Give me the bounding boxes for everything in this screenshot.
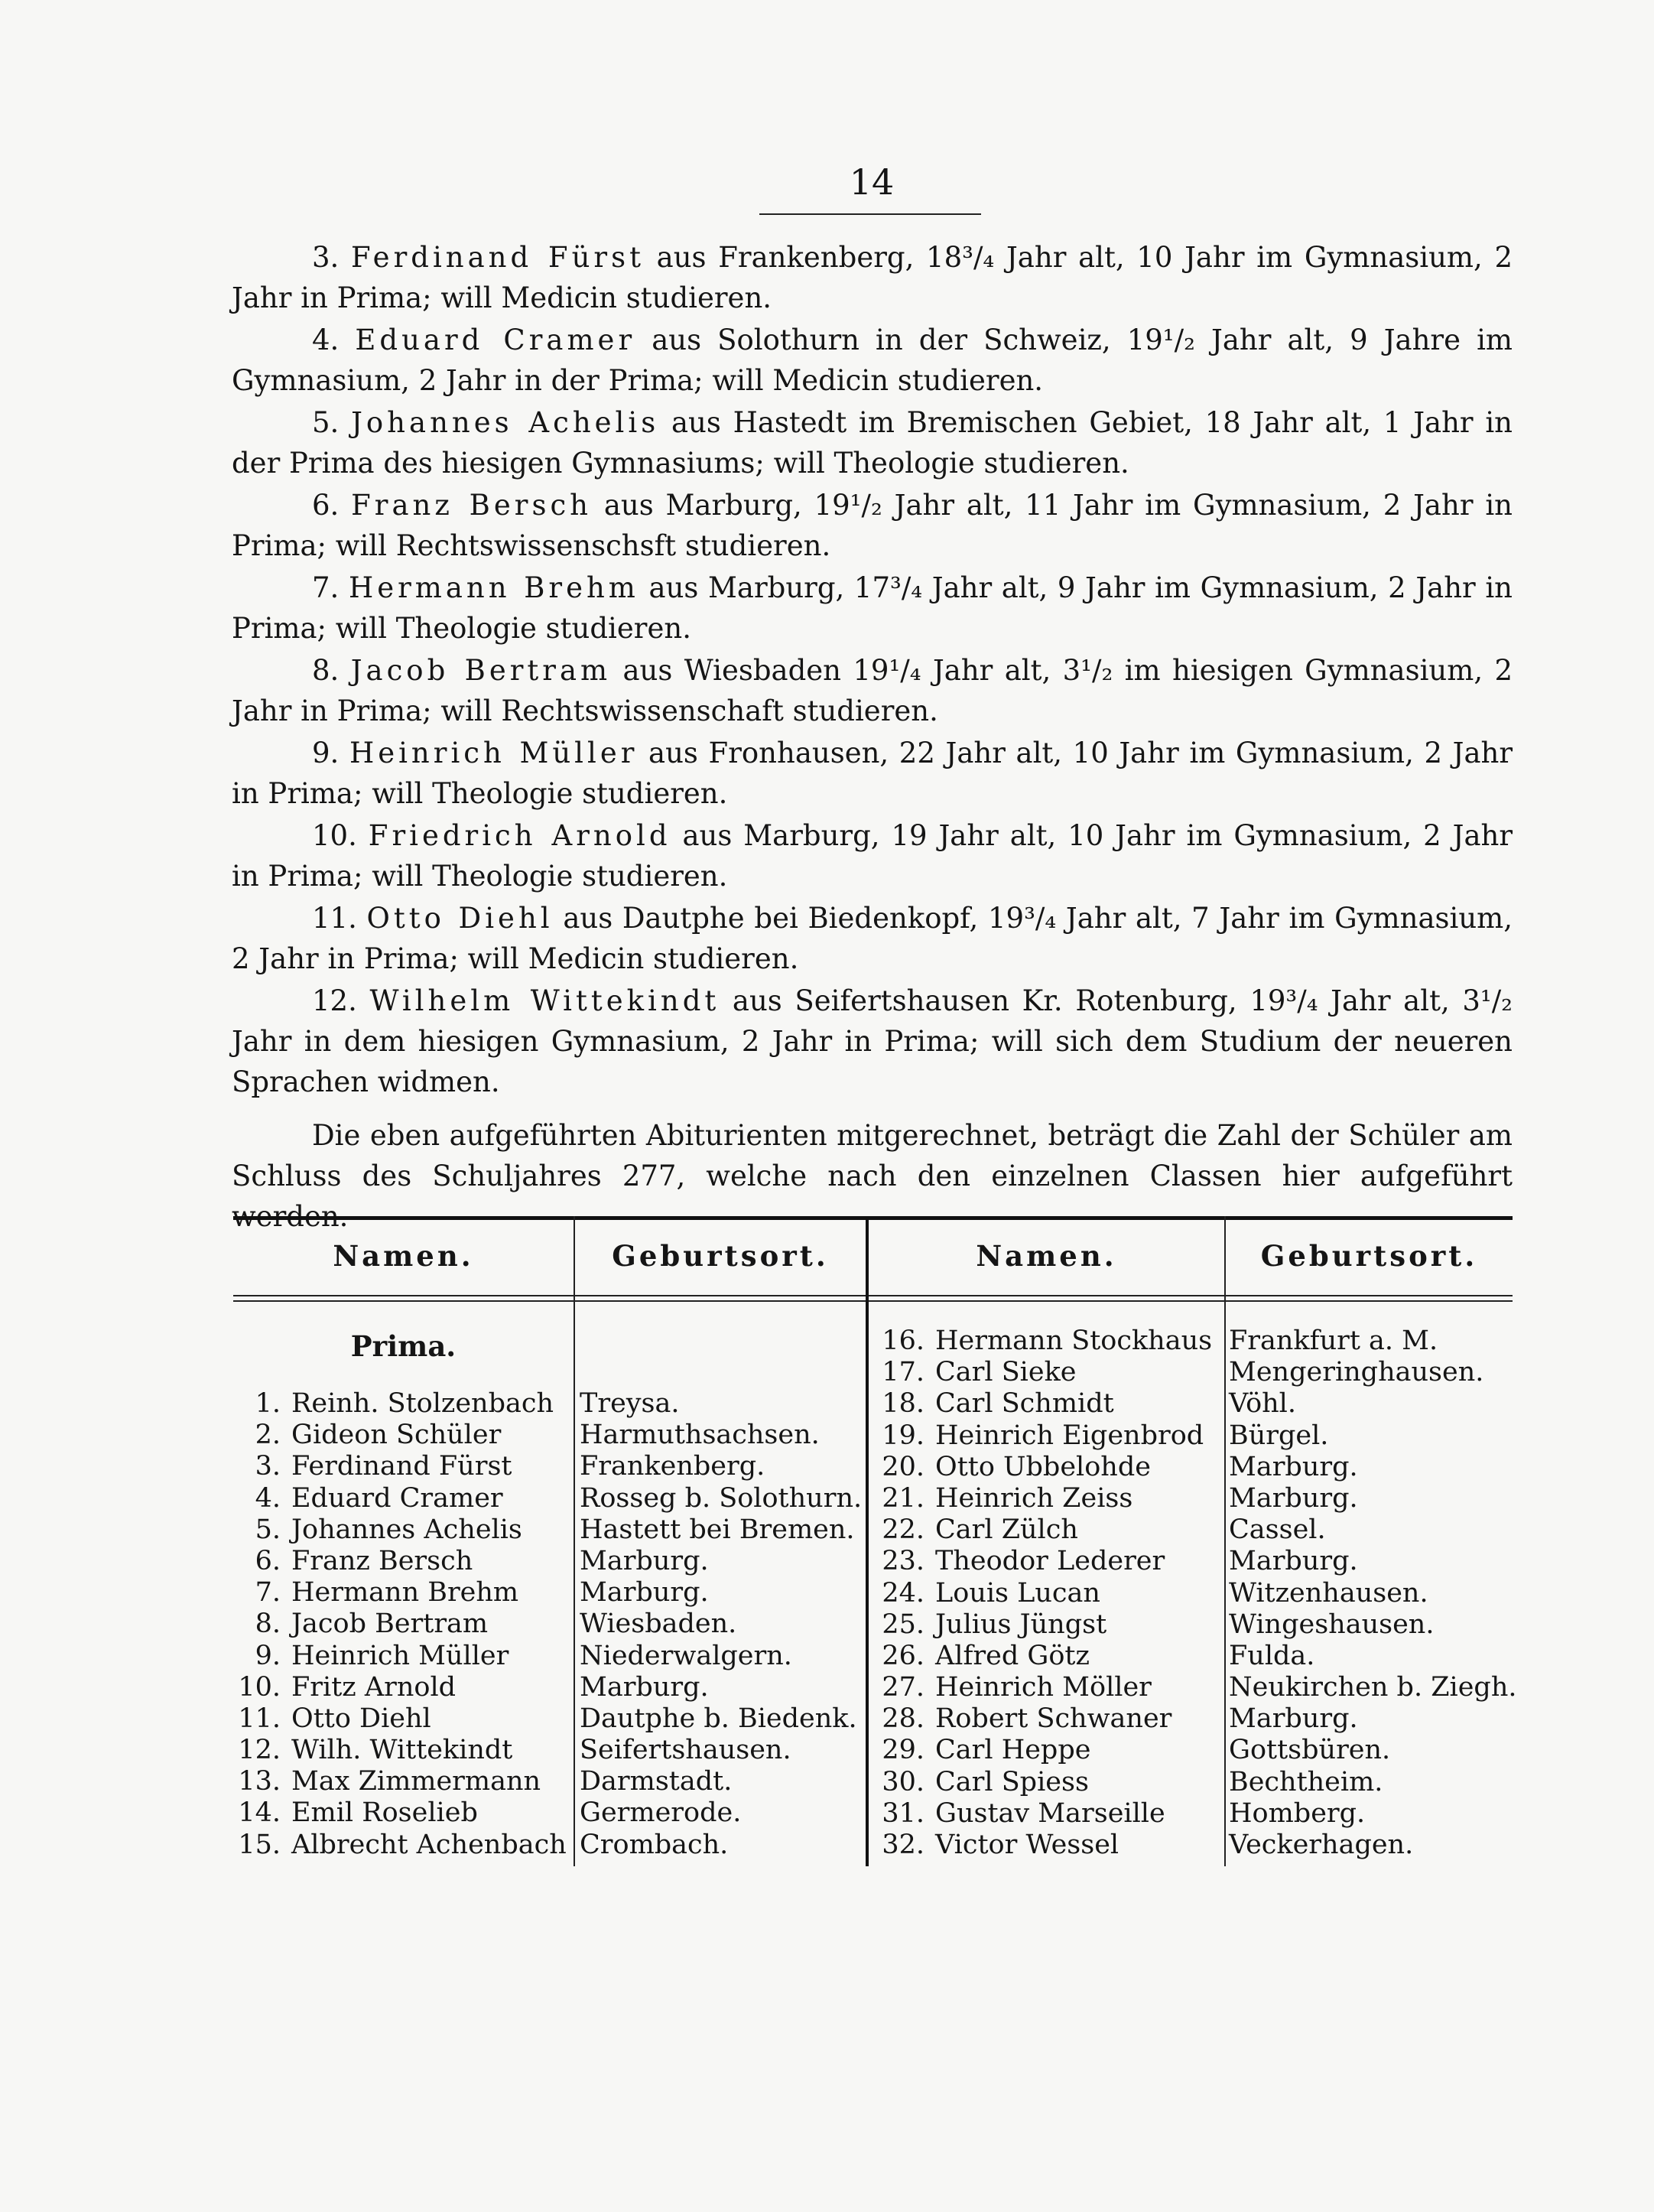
- birthplace-cell: Neukirchen b. Ziegh.: [1229, 1672, 1517, 1703]
- row-number: 3.: [255, 1451, 281, 1482]
- student-name: Carl Schmidt: [935, 1388, 1114, 1420]
- entry-student-name: Eduard Cramer: [355, 324, 636, 356]
- table-row: [869, 1830, 1212, 1861]
- student-name: Reinh. Stolzenbach: [291, 1388, 554, 1419]
- student-name: Johannes Achelis: [291, 1514, 522, 1545]
- student-name: Eduard Cramer: [291, 1482, 503, 1514]
- left-names-column: [226, 1388, 567, 1861]
- entry-student-name: Friedrich Arnold: [368, 819, 671, 852]
- row-number: 2.: [255, 1420, 281, 1451]
- table-row: [226, 1641, 567, 1672]
- student-name: Gustav Marseille: [935, 1797, 1165, 1829]
- row-number: 28.: [882, 1703, 924, 1735]
- row-number: 6.: [255, 1545, 281, 1576]
- graduate-entry: [232, 237, 1513, 318]
- birthplace-cell: Marburg.: [580, 1671, 709, 1703]
- student-name: Hermann Stockhaus: [935, 1326, 1213, 1356]
- column-divider-center: [866, 1216, 869, 1866]
- entry-text: aus Dautphe bei Biedenkopf, 19³/₄ Jahr alt, 7 Jahr im Gymnasium, 2 Jahr in Prima; will Medicin studieren.: [232, 902, 1513, 975]
- entry-number: 10.: [312, 819, 357, 852]
- table-row: [226, 1483, 567, 1514]
- table-row: [226, 1388, 567, 1420]
- table-row: [226, 1766, 567, 1797]
- table-row: [226, 1609, 567, 1640]
- row-number: 31.: [882, 1797, 924, 1829]
- row-number: 15.: [238, 1829, 281, 1860]
- student-name: Louis Lucan: [935, 1577, 1100, 1609]
- row-number: 25.: [882, 1609, 924, 1640]
- table-row: [226, 1546, 567, 1577]
- header-rule-1: [233, 1295, 1513, 1296]
- row-number: 5.: [255, 1514, 281, 1545]
- entry-text: aus Marburg, 19¹/₂ Jahr alt, 11 Jahr im Gymnasium, 2 Jahr in Prima; will Rechtswissenschsft studieren.: [232, 489, 1513, 562]
- birthplace-cell: Hastett bei Bremen.: [580, 1514, 855, 1545]
- birthplace-cell: Marburg.: [1229, 1451, 1358, 1482]
- birthplace-cell: Mengeringhausen.: [1229, 1357, 1484, 1388]
- table-row: [226, 1451, 567, 1482]
- birthplace-cell: Wingeshausen.: [1229, 1609, 1435, 1640]
- row-number: 8.: [255, 1609, 281, 1640]
- entry-student-name: Johannes Achelis: [351, 406, 660, 439]
- table-row: [226, 1797, 567, 1829]
- birthplace-cell: Marburg.: [580, 1577, 709, 1609]
- header-rule-2: [233, 1300, 1513, 1302]
- entry-text: aus Wiesbaden 19¹/₄ Jahr alt, 3¹/₂ im hiesigen Gymnasium, 2 Jahr in Prima; will Rechtswissenschaft studieren.: [232, 654, 1513, 727]
- birthplace-cell: Frankenberg.: [580, 1451, 765, 1482]
- entry-number: 9.: [312, 737, 340, 769]
- student-name: Albrecht Achenbach: [291, 1829, 567, 1860]
- row-number: 29.: [882, 1735, 924, 1766]
- entry-text: aus Seifertshausen Kr. Rotenburg, 19³/₄ Jahr alt, 3¹/₂ Jahr in dem hiesigen Gymnasium, 2 Jahr in Prima; will sich dem Studium der neueren Sprachen widmen.: [232, 984, 1513, 1098]
- graduate-entry: [232, 568, 1513, 649]
- student-name: Carl Zülch: [935, 1514, 1078, 1546]
- student-name: Otto Diehl: [291, 1703, 431, 1734]
- entry-number: 6.: [312, 489, 340, 522]
- birthplace-cell: Witzenhausen.: [1229, 1577, 1428, 1609]
- entry-text: aus Solothurn in der Schweiz, 19¹/₂ Jahr alt, 9 Jahre im Gymnasium, 2 Jahr in der Prima; will Medicin studieren.: [232, 324, 1513, 397]
- student-name: Otto Ubbelohde: [935, 1451, 1151, 1482]
- right-names-column: [869, 1326, 1212, 1861]
- birthplace-cell: Harmuthsachsen.: [580, 1420, 820, 1451]
- birthplace-cell: Cassel.: [1229, 1514, 1326, 1546]
- table-row: [869, 1483, 1212, 1514]
- table-row: [869, 1357, 1212, 1388]
- graduate-entry: [232, 733, 1513, 814]
- row-number: 19.: [882, 1420, 924, 1451]
- table-row: [226, 1830, 567, 1861]
- row-number: 26.: [882, 1640, 924, 1671]
- table-row: [869, 1703, 1212, 1735]
- entry-student-name: Hermann Brehm: [348, 571, 639, 604]
- entry-student-name: Otto Diehl: [366, 902, 554, 935]
- page-number-rule: [759, 213, 981, 215]
- row-number: 24.: [882, 1577, 924, 1609]
- entry-number: 8.: [312, 654, 340, 687]
- student-name: Heinrich Eigenbrod: [935, 1420, 1204, 1451]
- column-divider-1: [574, 1216, 575, 1866]
- birthplace-cell: Crombach.: [580, 1829, 729, 1860]
- student-name: Franz Bersch: [291, 1545, 473, 1576]
- graduate-entry: [232, 402, 1513, 483]
- birthplace-cell: Wiesbaden.: [580, 1609, 737, 1640]
- entry-text: aus Frankenberg, 18³/₄ Jahr alt, 10 Jahr im Gymnasium, 2 Jahr in Prima; will Medicin studieren.: [232, 241, 1513, 314]
- table-row: [869, 1798, 1212, 1830]
- entry-number: 7.: [312, 571, 340, 604]
- student-name: Wilh. Wittekindt: [291, 1735, 513, 1766]
- table-row: [869, 1420, 1212, 1452]
- row-number: 27.: [882, 1672, 924, 1703]
- birthplace-cell: Homberg.: [1229, 1797, 1366, 1829]
- birthplace-cell: Gottsbüren.: [1229, 1735, 1391, 1766]
- birthplace-cell: Veckerhagen.: [1229, 1830, 1414, 1860]
- birthplace-cell: Darmstadt.: [580, 1766, 733, 1797]
- entry-text: aus Fronhausen, 22 Jahr alt, 10 Jahr im Gymnasium, 2 Jahr in Prima; will Theologie studieren.: [232, 737, 1513, 810]
- row-number: 1.: [255, 1388, 281, 1419]
- student-name: Carl Heppe: [935, 1735, 1091, 1766]
- student-name: Gideon Schüler: [291, 1420, 502, 1451]
- table-row: [869, 1578, 1212, 1609]
- row-number: 22.: [882, 1514, 924, 1546]
- table-row: [869, 1672, 1212, 1703]
- entry-student-name: Jacob Bertram: [350, 654, 612, 687]
- student-name: Theodor Lederer: [935, 1546, 1165, 1577]
- row-number: 18.: [882, 1388, 924, 1420]
- student-name: Ferdinand Fürst: [291, 1451, 512, 1482]
- column-divider-3: [1224, 1216, 1226, 1866]
- student-name: Fritz Arnold: [291, 1671, 457, 1703]
- row-number: 4.: [255, 1482, 281, 1514]
- student-name: Hermann Brehm: [291, 1577, 519, 1609]
- entry-student-name: Wilhelm Wittekindt: [369, 984, 720, 1017]
- table-row: [869, 1546, 1212, 1577]
- student-name: Julius Jüngst: [935, 1609, 1107, 1640]
- entry-number: 12.: [312, 984, 357, 1017]
- header-birthplace-right: Geburtsort.: [1260, 1239, 1478, 1273]
- student-name: Robert Schwaner: [935, 1703, 1172, 1735]
- entry-text: aus Hastedt im Bremischen Gebiet, 18 Jahr alt, 1 Jahr in der Prima des hiesigen Gymnasiums; will Theologie studieren.: [232, 406, 1513, 480]
- row-number: 12.: [238, 1735, 281, 1766]
- graduate-entry: [232, 898, 1513, 979]
- row-number: 23.: [882, 1546, 924, 1577]
- row-number: 21.: [882, 1482, 924, 1514]
- graduate-entry: [232, 815, 1513, 896]
- birthplace-cell: Rosseg b. Solothurn.: [580, 1482, 863, 1514]
- student-name: Max Zimmermann: [291, 1766, 541, 1797]
- student-name: Heinrich Zeiss: [935, 1482, 1133, 1514]
- table-row: [226, 1514, 567, 1546]
- birthplace-cell: Bechtheim.: [1229, 1766, 1383, 1797]
- table-row: [869, 1609, 1212, 1641]
- right-birthplace-column: [1229, 1326, 1517, 1861]
- student-name: Victor Wessel: [935, 1830, 1119, 1860]
- entry-number: 11.: [312, 902, 357, 935]
- row-number: 32.: [882, 1830, 924, 1860]
- row-number: 11.: [238, 1703, 281, 1734]
- graduate-entry: [232, 981, 1513, 1102]
- birthplace-cell: Marburg.: [1229, 1482, 1358, 1514]
- row-number: 17.: [882, 1357, 924, 1388]
- header-names-left: Namen.: [333, 1239, 474, 1273]
- student-name: Emil Roselieb: [291, 1797, 478, 1829]
- birthplace-cell: Marburg.: [1229, 1546, 1358, 1577]
- birthplace-cell: Germerode.: [580, 1797, 742, 1829]
- entry-number: 5.: [312, 406, 340, 439]
- row-number: 9.: [255, 1640, 281, 1671]
- entry-student-name: Franz Bersch: [351, 489, 592, 522]
- table-top-rule: [233, 1216, 1513, 1220]
- row-number: 7.: [255, 1577, 281, 1609]
- birthplace-cell: Vöhl.: [1229, 1388, 1296, 1420]
- birthplace-cell: Treysa.: [580, 1388, 680, 1419]
- graduate-entry: [232, 485, 1513, 566]
- birthplace-cell: Marburg.: [580, 1545, 709, 1576]
- left-birthplace-column: [580, 1388, 862, 1861]
- entry-text: aus Marburg, 17³/₄ Jahr alt, 9 Jahr im Gymnasium, 2 Jahr in Prima; will Theologie studieren.: [232, 571, 1513, 645]
- header-birthplace-left: Geburtsort.: [612, 1239, 829, 1273]
- page-number: 14: [849, 161, 895, 203]
- graduate-entry: [232, 320, 1513, 401]
- table-row: [869, 1452, 1212, 1483]
- birthplace-cell: Fulda.: [1229, 1640, 1315, 1671]
- table-row: [226, 1577, 567, 1609]
- entry-student-name: Heinrich Müller: [349, 737, 639, 769]
- row-number: 16.: [882, 1326, 924, 1356]
- graduate-entry: [232, 650, 1513, 731]
- table-row: [869, 1388, 1212, 1420]
- student-name: Jacob Bertram: [291, 1609, 489, 1640]
- row-number: 10.: [238, 1671, 281, 1703]
- birthplace-cell: Bürgel.: [1229, 1420, 1329, 1451]
- table-row: [226, 1420, 567, 1451]
- table-row: [869, 1326, 1212, 1357]
- table-row: [869, 1767, 1212, 1798]
- table-row: [226, 1735, 567, 1766]
- table-row: [226, 1703, 567, 1735]
- student-name: Heinrich Müller: [291, 1640, 509, 1671]
- section-heading-prima: Prima.: [350, 1329, 457, 1363]
- student-name: Heinrich Möller: [935, 1672, 1152, 1703]
- summary-paragraph: Die eben aufgeführten Abiturienten mitgerechnet, beträgt die Zahl der Schüler am Schluss des Schuljahres 277, welche nach den einzelnen Classen hier aufgeführt werden.: [232, 1119, 1513, 1233]
- header-names-right: Namen.: [976, 1239, 1117, 1273]
- table-row: [226, 1672, 567, 1703]
- entry-text: aus Marburg, 19 Jahr alt, 10 Jahr im Gymnasium, 2 Jahr in Prima; will Theologie studieren.: [232, 819, 1513, 893]
- student-name: Carl Sieke: [935, 1357, 1077, 1388]
- row-number: 13.: [238, 1766, 281, 1797]
- birthplace-cell: Dautphe b. Biedenk.: [580, 1703, 857, 1734]
- entry-student-name: Ferdinand Fürst: [351, 241, 645, 274]
- entry-number: 3.: [312, 241, 340, 274]
- student-name: Alfred Götz: [935, 1640, 1090, 1671]
- row-number: 20.: [882, 1451, 924, 1482]
- graduate-entries: [232, 237, 1513, 1104]
- row-number: 14.: [238, 1797, 281, 1829]
- birthplace-cell: Seifertshausen.: [580, 1735, 791, 1766]
- table-row: [869, 1735, 1212, 1766]
- birthplace-cell: Frankfurt a. M.: [1229, 1326, 1438, 1356]
- student-name: Carl Spiess: [935, 1766, 1089, 1797]
- birthplace-cell: Niederwalgern.: [580, 1640, 792, 1671]
- entry-number: 4.: [312, 324, 340, 356]
- table-row: [869, 1641, 1212, 1672]
- table-row: [869, 1514, 1212, 1546]
- class-list-table: [233, 1216, 1517, 1874]
- row-number: 30.: [882, 1766, 924, 1797]
- birthplace-cell: Marburg.: [1229, 1703, 1358, 1735]
